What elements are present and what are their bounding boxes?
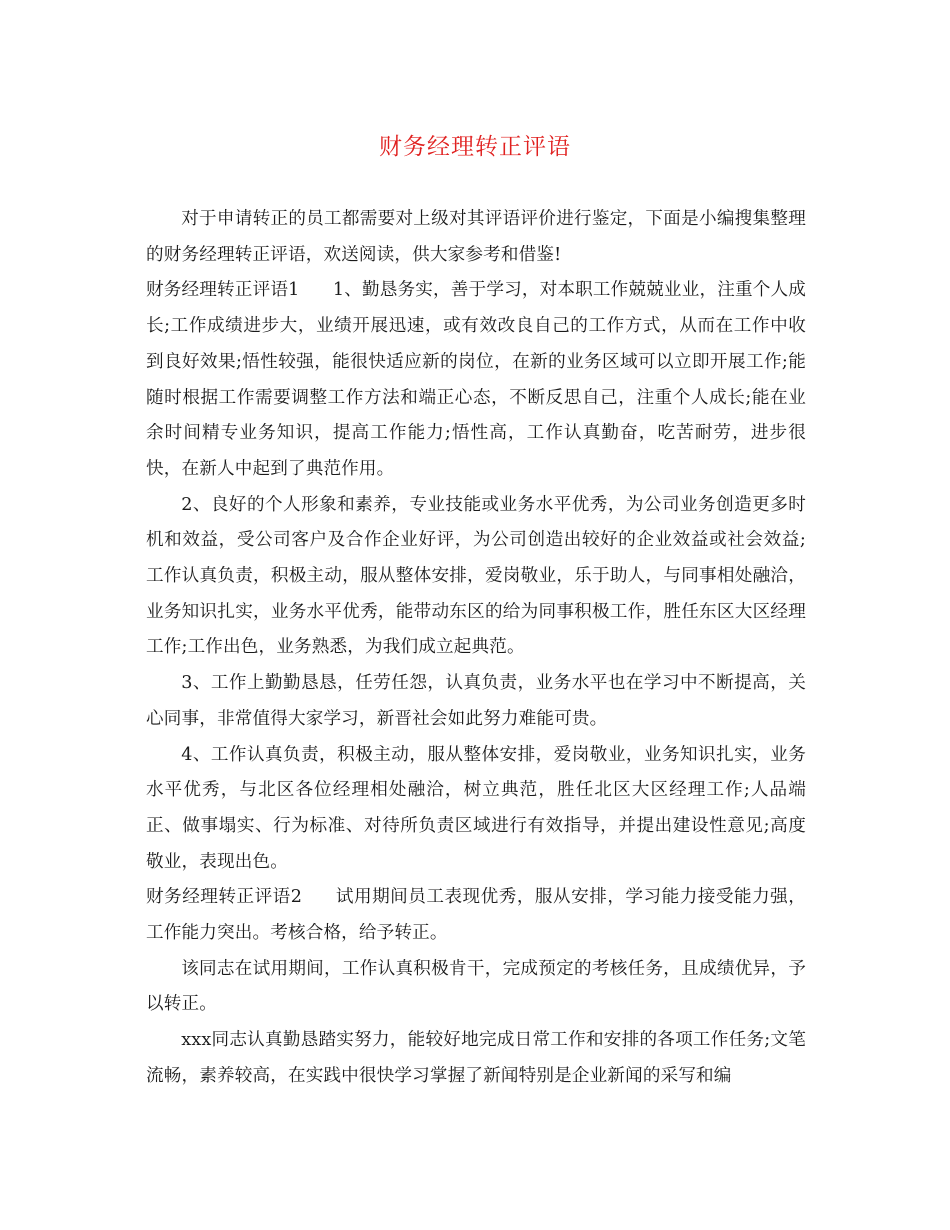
section-2-heading: 财务经理转正评语2 xyxy=(146,887,303,908)
section-1-item-4: 4、工作认真负责，积极主动，服从整体安排，爱岗敬业，业务知识扎实，业务水平优秀，与北区各位经理相处融洽，树立典范，胜任北区大区经理工作;人品端正、做事塌实、行为标准、对待所负责区域进行有效指导，并提出建设性意见;高度敬业，表现出色。 xyxy=(146,744,806,872)
section-2-item-2: 该同志在试用期间，工作认真积极肯干，完成预定的考核任务，且成绩优异，予以转正。 xyxy=(146,958,806,1015)
section-1-item-2: 2、良好的个人形象和素养，专业技能或业务水平优秀，为公司业务创造更多时机和效益，受公司客户及合作企业好评，为公司创造出较好的企业效益或社会效益;工作认真负责，积极主动，服从整体安排，爱岗敬业，乐于助人，与同事相处融洽，业务知识扎实，业务水平优秀，能带动东区的给为同事积极工作，胜任东区大区经理工作;工作出色，业务熟悉，为我们成立起典范。 xyxy=(146,494,806,658)
section-2-item-1: 试用期间员工表现优秀，服从安排，学习能力接受能力强，工作能力突出。考核合格，给予转正。 xyxy=(146,887,807,944)
section-1-heading: 财务经理转正评语1 xyxy=(146,280,300,301)
intro-paragraph: 对于申请转正的员工都需要对上级对其评语评价进行鉴定，下面是小编搜集整理的财务经理转正评语，欢送阅读，供大家参考和借鉴! xyxy=(146,209,806,265)
document-body xyxy=(146,202,806,1095)
page-title: 财务经理转正评语 xyxy=(379,134,571,160)
section-2-item-3: xxx同志认真勤恳踏实努力，能较好地完成日常工作和安排的各项工作任务;文笔流畅，素养较高，在实践中很快学习掌握了新闻特别是企业新闻的采写和编 xyxy=(146,1030,806,1086)
section-2-first-paragraph xyxy=(146,880,806,951)
section-1-item-1: 1、勤恳务实，善于学习，对本职工作兢兢业业，注重个人成长;工作成绩进步大，业绩开展迅速，或有效改良自己的工作方式，从而在工作中收到良好效果;悟性较强，能很快适应新的岗位，在新的业务区域可以立即开展工作;能随时根据工作需要调整工作方法和端正心态，不断反思自己，注重个人成长;能在业余时间精专业务知识，提高工作能力;悟性高，工作认真勤奋，吃苦耐劳，进步很快，在新人中起到了典范作用。 xyxy=(146,280,807,479)
section-1-first-paragraph xyxy=(146,273,806,487)
section-1-item-3: 3、工作上勤勤恳恳，任劳任怨，认真负责，业务水平也在学习中不断提高，关心同事，非常值得大家学习，新晋社会如此努力难能可贵。 xyxy=(146,673,806,729)
